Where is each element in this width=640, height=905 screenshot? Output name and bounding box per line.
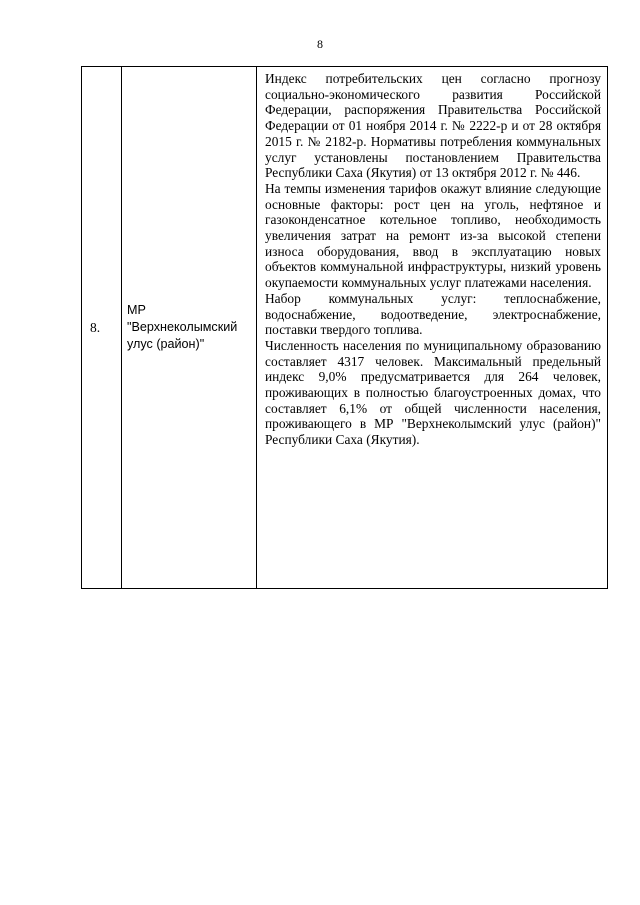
page-number: 8 xyxy=(317,37,323,51)
description-paragraph: На темпы изменения тарифов окажут влияние следующие основные факторы: рост цен на уголь, нефтяное и газоконденсатное котельное топливо, необходимость увеличения затрат на ремонт из-за высокой степени износа оборудования, ввод в эксплуатацию новых объектов коммунальной инфраструктуры, низкий уровень окупаемости коммунальных услуг платежами населения. xyxy=(265,180,601,291)
row-number-cell xyxy=(82,67,122,589)
municipality-cell xyxy=(122,67,257,589)
municipality-name-line: улус (район)" xyxy=(127,337,205,351)
municipality-name-line: "Верхнеколымский xyxy=(127,320,238,334)
description-paragraph: Численность населения по муниципальному образованию составляет 4317 человек. Максимальный предельный индекс 9,0% предусматривается для 264 человек, проживающих в полностью благоустроенных домах, что составляет 6,1% от общей численности населения, проживающего в МР "Верхнеколымский улус (район)" Республики Саха (Якутия). xyxy=(265,337,601,448)
table-row xyxy=(82,67,608,589)
description-paragraph: Набор коммунальных услуг: теплоснабжение, водоснабжение, водоотведение, электроснабжение, поставки твердого топлива. xyxy=(265,290,601,338)
municipality-name-line: МР xyxy=(127,303,146,317)
row-number: 8. xyxy=(90,319,101,335)
tariff-table xyxy=(81,66,608,589)
description-paragraph: Индекс потребительских цен согласно прогнозу социально-экономического развития Российской Федерации, распоряжения Правительства Российской Федерации от 01 ноября 2014 г. № 2222-р и от 28 октября 2015 г. № 2182-р. Нормативы потребления коммунальных услуг установлены постановлением Правительства Республики Саха (Якутия) от 13 октября 2012 г. № 446. xyxy=(265,71,601,181)
description-cell xyxy=(257,67,608,589)
